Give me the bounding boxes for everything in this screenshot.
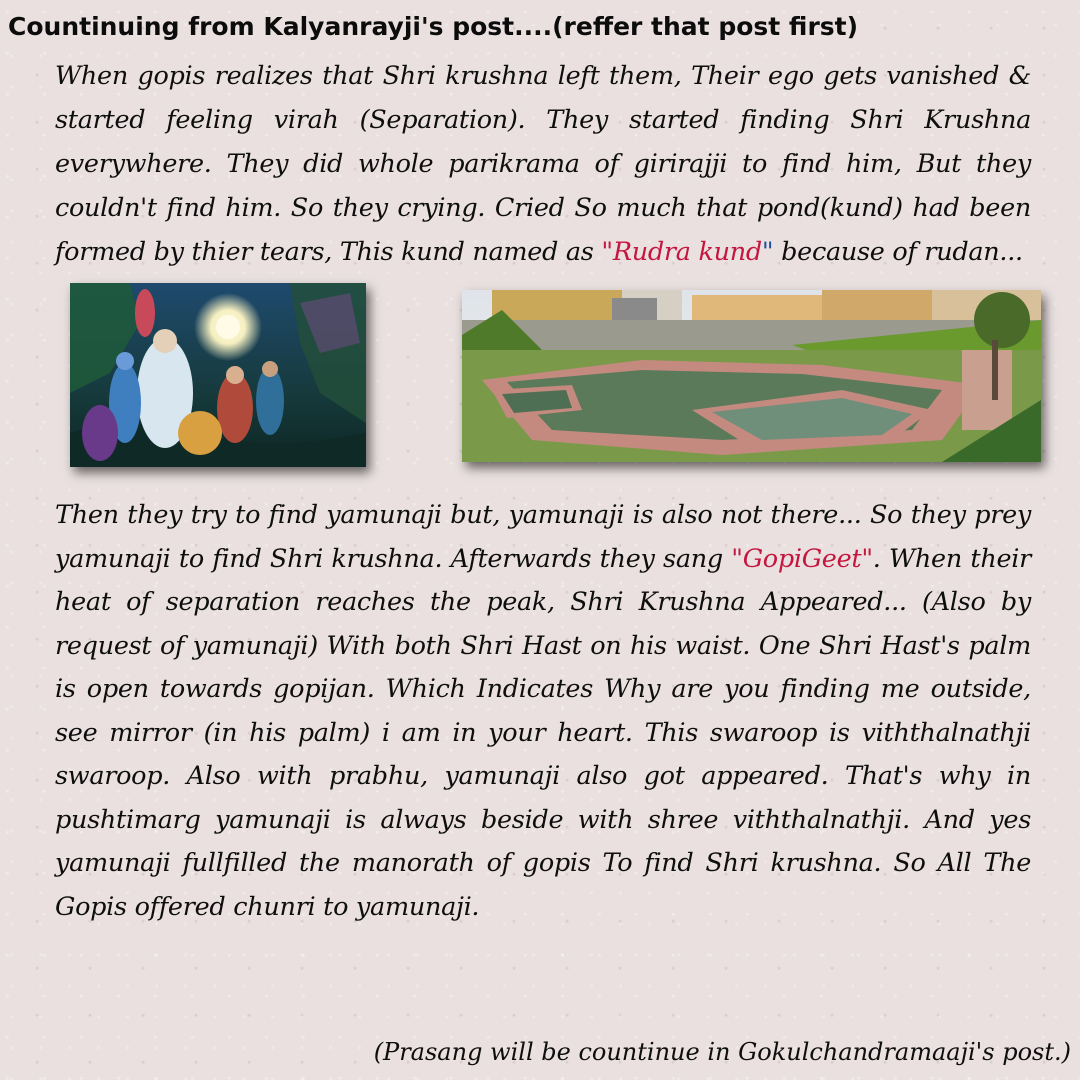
quote-close: " <box>761 237 774 267</box>
gopis-painting-image <box>70 283 366 467</box>
quote-close: " <box>861 543 873 574</box>
quote-open: " <box>601 237 613 267</box>
paragraph-gopigeet <box>55 494 1031 929</box>
continuation-note: (Prasang will be countinue in Gokulchandramaaji's post.) <box>373 1038 1071 1066</box>
page-header: Countinuing from Kalyanrayji's post....(reffer that post first) <box>8 12 859 41</box>
quote-open: " <box>731 543 743 574</box>
gopis-painting-art <box>70 283 366 467</box>
paragraph-intro-text-before: When gopis realizes that Shri krushna left them, Their ego gets vanished & started feeling virah (Separation). They started finding Shri Krushna everywhere. They did whole parikrama of girirajji to find him, But they couldn't find him. So they crying. Cried So much that pond(kund) had been formed by thier tears, This kund named as <box>55 61 1031 267</box>
rudra-kund-photo-art <box>462 290 1041 462</box>
paragraph-intro-text-after: because of rudan... <box>773 237 1023 267</box>
rudra-kund-highlight: Rudra kund <box>612 237 762 267</box>
gopigeet-highlight: GopiGeet <box>742 543 862 574</box>
paragraph-gopigeet-text-before: Then they try to find yamunaji but, yamunaji is also not there... So they prey yamunaji to find Shri krushna. Afterwards they sang <box>55 500 1031 574</box>
paragraph-gopigeet-text-after: . When their heat of separation reaches the peak, Shri Krushna Appeared... (Also by request of yamunaji) With both Shri Hast on his waist. One Shri Hast's palm is open towards gopijan. Which Indicates Why are you finding me outside, see mirror (in his palm) i am in your heart. This swaroop is viththalnathji swaroop. Also with prabhu, yamunaji also got appeared. That's why in pushtimarg yamunaji is always beside with shree viththalnathji. And yes yamunaji fullfilled the manorath of gopis To find Shri krushna. So All The Gopis offered chunri to yamunaji. <box>55 543 1031 922</box>
rudra-kund-photo <box>462 290 1041 462</box>
paragraph-intro <box>55 54 1031 274</box>
